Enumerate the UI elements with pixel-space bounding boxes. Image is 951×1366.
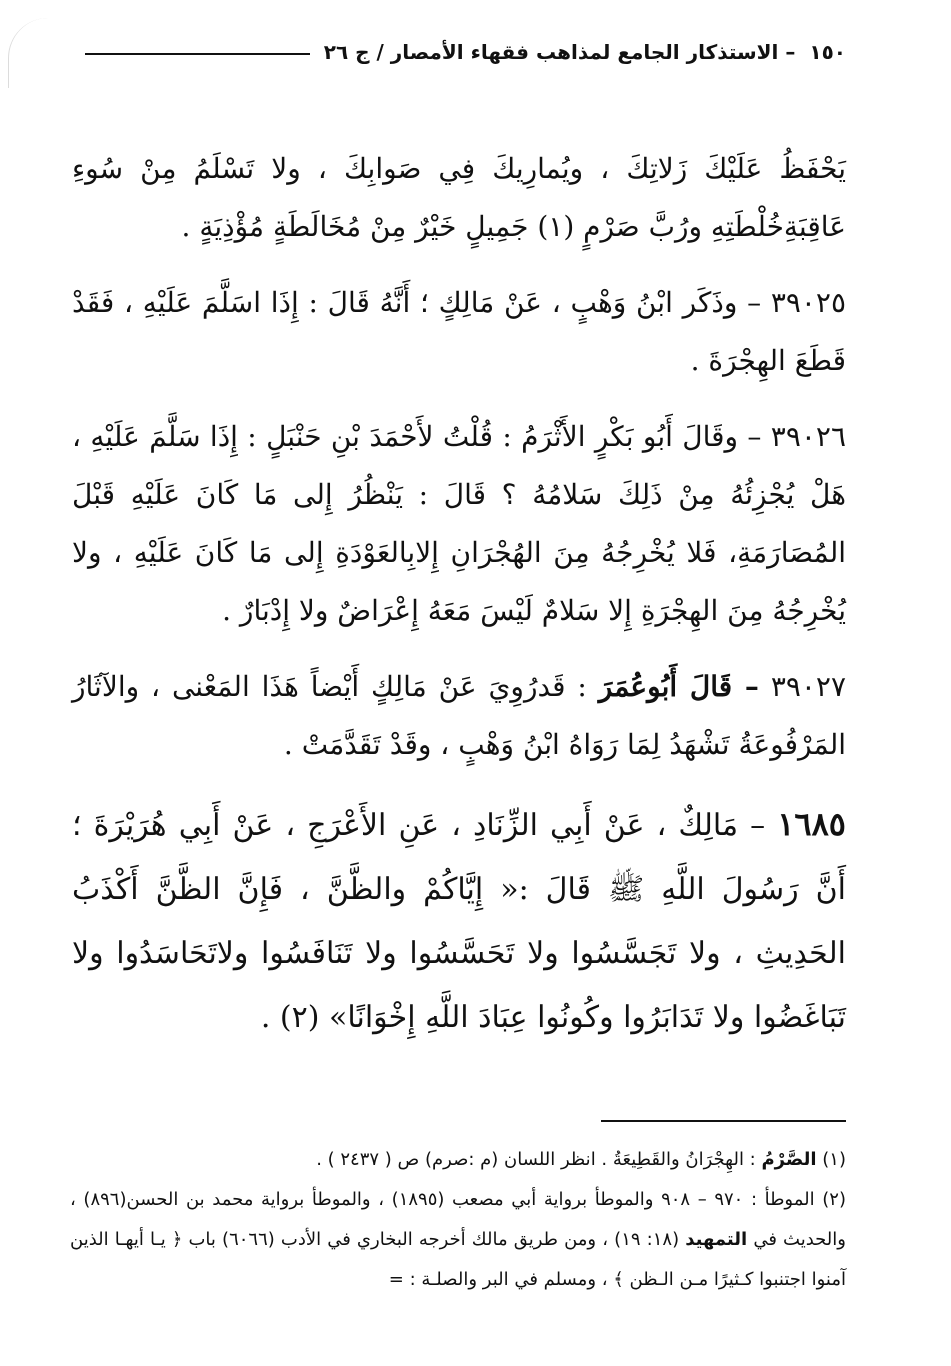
footnote-text: (١٨: ١٩) ، ومن طريق مالك أخرجه البخاري في الأدب (٦٠٦٦) باب ﴿ يـا أيهـا الذين آمنوا اجتنبوا كـثيرًا مـن الـظن ﴾ ، ومسلم في البر والصلـة : = <box>70 1229 846 1290</box>
footnote-term: الصَّرْمُ <box>761 1149 817 1170</box>
footnote-marker: (١) <box>822 1149 846 1170</box>
paragraph-lead: – قَالَ أَبُوعُمَرَ <box>598 670 759 703</box>
paragraph-number: ٣٩٠٢٥ <box>770 286 847 319</box>
footnote-text: الموطأ : ٩٧٠ – ٩٠٨ والموطأ برواية أبي مصعب (١٨٩٥) ، والموطأ برواية محمد بن الحسن(٨٩٦) ، والحديث في <box>70 1189 846 1250</box>
paragraph-39026 <box>72 408 846 640</box>
footnote-2 <box>70 1180 846 1300</box>
header-rule <box>85 53 310 55</box>
page-corner-mark <box>8 18 49 88</box>
page-number: ١٥٠ <box>809 40 846 64</box>
paragraph-text: – وقَالَ أَبُو بَكْرٍ الأَثْرَمُ : قُلْتُ لأَحْمَدَ بْنِ حَنْبَلٍ : إِذَا سَلَّمَ عَلَيْهِ ، هَلْ يُجْزِئُهُ مِنْ ذَلِكَ سَلامُهُ ؟ قَالَ : يَنْظُرُ إِلى مَا كَانَ عَلَيْهِ قَبْلَ المُصَارَمَةِ، فَلا يُخْرِجُهُ مِنَ الهُجْرَانِ إِلابِالعَوْدَةِ إِلى مَا كَانَ عَلَيْهِ ، ولا يُخْرِجُهُ مِنَ الهِجْرَةِ إِلا سَلامٌ لَيْسَ مَعَهُ إِعْرَاضٌ ولا إِدْبَارٌ . <box>72 420 846 627</box>
running-title: – الاستذكار الجامع لمذاهب فقهاء الأمصار / ج ٢٦ <box>323 40 796 64</box>
footnote-1 <box>70 1140 846 1180</box>
footnote-marker: (٢) <box>822 1189 846 1210</box>
footnote-term: التمهيد <box>685 1229 748 1250</box>
paragraph-text: – وذَكَر ابْنُ وَهْبٍ ، عَنْ مَالِكٍ ؛ أَنَّهُ قَالَ : إِذَا اسَلَّمَ عَلَيْهِ ، فَقَدْ قَطَعَ الهِجْرَةَ . <box>72 286 846 377</box>
footnote-text: : الهِجْرَانُ والقَطِيعَةُ . انظر اللسان (م :صرم) ص ( ٢٤٣٧ ) . <box>316 1149 756 1170</box>
paragraph-number: ٣٩٠٢٧ <box>770 670 847 703</box>
footnotes <box>70 1140 846 1300</box>
hadith-1685 <box>72 792 846 1050</box>
paragraph-continuation <box>72 140 846 256</box>
hadith-number: ١٦٨٥ <box>777 805 846 843</box>
hadith-text: – مَالِكٌ ، عَنْ أَبِي الزِّنَادِ ، عَنِ الأَعْرَجِ ، عَنْ أَبِي هُرَيْرَةَ ؛ أَنَّ رَسُولَ اللَّهِ ﷺ قَالَ :« إِيَّاكُمْ والظَّنَّ ، فَإِنَّ الظَّنَّ أَكْذَبُ الحَدِيثِ ، ولا تَجَسَّسُوا ولا تَحَسَّسُوا ولا تَنَافَسُوا ولاتَحَاسَدُوا ولا تَبَاغَضُوا ولا تَدَابَرُوا وكُونُوا عِبَادَ اللَّهِ إِخْوَانًا» (٢) . <box>72 808 846 1035</box>
running-header <box>85 40 846 64</box>
paragraph-text: : قَدرُوِيَ عَنْ مَالِكٍ أَيْضاً هَذَا المَعْنى ، والآثَارُ المَرْفُوعَةُ تَشْهَدُ لِمَا رَوَاهُ ابْنُ وَهْبٍ ، وقَدْ تَقَدَّمَتْ . <box>72 670 846 761</box>
paragraph-text: يَحْفَظُ عَلَيْكَ زَلاتِكَ ، ويُمارِيكَ فِي صَوابِكَ ، ولا تَسْلَمُ مِنْ سُوءِ عَاقِبَةِخُلْطَتِهِ ورُبَّ صَرْمٍ (١) جَمِيلٍ خَيْرٌ مِنْ مُخَالَطَةٍ مُؤْذِيَةٍ . <box>72 152 846 243</box>
paragraph-39025 <box>72 274 846 390</box>
paragraph-39027 <box>72 658 846 774</box>
paragraph-number: ٣٩٠٢٦ <box>770 420 846 453</box>
main-text <box>72 140 846 1068</box>
footnote-separator <box>601 1120 846 1122</box>
